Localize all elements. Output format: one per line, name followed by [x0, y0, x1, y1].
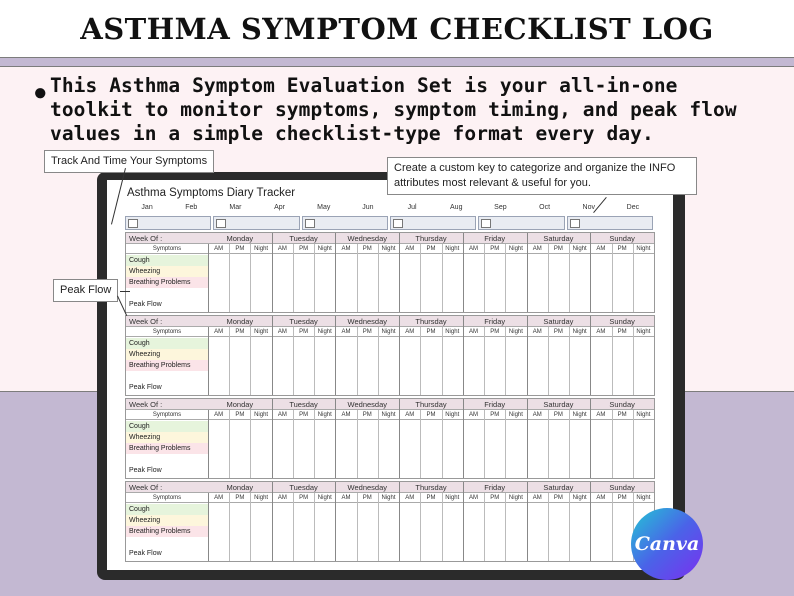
time-label: Night	[445, 494, 460, 501]
symptom-row-label: Cough	[126, 255, 208, 266]
time-label: Night	[508, 494, 523, 501]
canva-logo	[631, 508, 703, 580]
month-labels	[125, 204, 655, 214]
grid-line	[548, 244, 549, 312]
day-label: Thursday	[415, 400, 447, 409]
time-label: PM	[362, 494, 372, 501]
symptom-row-label: Cough	[126, 421, 208, 432]
month-label: Jun	[362, 204, 374, 211]
symptom-row-label: Peak Flow	[126, 465, 208, 476]
month-label: Jan	[141, 204, 153, 211]
grid-line	[505, 244, 506, 312]
grid-line	[229, 244, 230, 312]
month-checkbox[interactable]	[305, 219, 315, 228]
grid-line	[484, 327, 485, 395]
symptom-row-label	[126, 288, 208, 299]
grid-line	[612, 327, 613, 395]
month-pair-box	[125, 216, 211, 230]
grid-line	[442, 244, 443, 312]
time-label: Night	[636, 245, 651, 252]
grid-line	[612, 410, 613, 478]
time-label: PM	[235, 245, 245, 252]
grid-line	[463, 399, 464, 478]
grid-line	[378, 493, 379, 561]
day-label: Saturday	[543, 317, 574, 326]
day-label: Tuesday	[289, 400, 318, 409]
grid-line	[378, 327, 379, 395]
grid-line	[548, 493, 549, 561]
grid-line	[314, 244, 315, 312]
month-checkbox-row	[125, 216, 655, 230]
week-of-label: Week Of :	[129, 483, 163, 492]
month-checkbox[interactable]	[216, 219, 226, 228]
time-label: AM	[277, 245, 287, 252]
time-label: PM	[362, 245, 372, 252]
grid-line	[357, 493, 358, 561]
month-label: Jul	[407, 204, 417, 211]
time-label: Night	[572, 411, 587, 418]
week-table	[125, 398, 655, 479]
month-pair-box	[213, 216, 299, 230]
grid-line	[399, 233, 400, 312]
symptom-row-label: Wheezing	[126, 515, 208, 526]
time-label: AM	[532, 245, 542, 252]
week-of-label: Week Of :	[129, 234, 163, 243]
grid-line	[527, 316, 528, 395]
day-label: Wednesday	[347, 234, 388, 243]
time-label: PM	[235, 328, 245, 335]
day-label: Friday	[484, 483, 506, 492]
time-label: Night	[254, 411, 269, 418]
time-label: Night	[636, 411, 651, 418]
time-label: AM	[277, 328, 287, 335]
grid-line	[229, 327, 230, 395]
time-label: AM	[468, 245, 478, 252]
day-label: Wednesday	[347, 483, 388, 492]
symptom-row-label: Wheezing	[126, 432, 208, 443]
time-label: AM	[277, 411, 287, 418]
day-label: Monday	[226, 234, 254, 243]
time-label: AM	[596, 411, 606, 418]
day-label: Friday	[484, 234, 506, 243]
time-label: AM	[468, 411, 478, 418]
day-label: Monday	[226, 483, 254, 492]
grid-line	[548, 327, 549, 395]
week-table	[125, 232, 655, 313]
grid-line	[357, 244, 358, 312]
grid-line	[463, 482, 464, 561]
time-label: Night	[572, 494, 587, 501]
time-label: AM	[596, 245, 606, 252]
time-label: Night	[317, 245, 332, 252]
callout-key: Create a custom key to categorize and organize the INFO attributes most relevant & useful for you.	[387, 157, 697, 195]
week-header-row	[126, 399, 654, 410]
time-label: AM	[596, 494, 606, 501]
day-label: Wednesday	[347, 400, 388, 409]
intro-text: This Asthma Symptom Evaluation Set is your all-in-one toolkit to monitor symptoms, symptom timing, and peak flow values in a simple checklist-type format every day.	[50, 74, 737, 145]
time-label: Night	[254, 494, 269, 501]
grid-line	[505, 493, 506, 561]
grid-line	[250, 493, 251, 561]
time-label: PM	[426, 411, 436, 418]
time-label: Night	[572, 245, 587, 252]
grid-line	[420, 244, 421, 312]
grid-line	[590, 316, 591, 395]
month-checkbox[interactable]	[481, 219, 491, 228]
time-label: PM	[426, 494, 436, 501]
day-label: Sunday	[609, 483, 635, 492]
time-label: Night	[445, 328, 460, 335]
month-label: Apr	[274, 204, 286, 211]
time-label: PM	[490, 411, 500, 418]
grid-line	[208, 410, 209, 478]
time-label: PM	[299, 245, 309, 252]
time-label: AM	[532, 494, 542, 501]
day-label: Monday	[226, 400, 254, 409]
time-label: Night	[508, 245, 523, 252]
time-label: AM	[341, 411, 351, 418]
time-header-row	[126, 244, 654, 254]
grid-line	[484, 410, 485, 478]
time-label: AM	[468, 494, 478, 501]
leader-line	[120, 291, 130, 292]
time-label: PM	[362, 328, 372, 335]
month-label: May	[317, 204, 331, 211]
grid-line	[569, 327, 570, 395]
time-label: PM	[299, 494, 309, 501]
grid-line	[420, 410, 421, 478]
month-label: Sep	[494, 204, 507, 211]
grid-line	[250, 327, 251, 395]
week-header-row	[126, 233, 654, 244]
time-label: PM	[426, 245, 436, 252]
time-label: PM	[235, 494, 245, 501]
grid-line	[399, 482, 400, 561]
symptom-row-label: Peak Flow	[126, 382, 208, 393]
time-label: Night	[508, 328, 523, 335]
grid-line	[569, 493, 570, 561]
day-label: Wednesday	[347, 317, 388, 326]
time-label: Night	[381, 245, 396, 252]
symptoms-header: Symptoms	[152, 494, 182, 501]
grid-line	[590, 233, 591, 312]
day-label: Thursday	[415, 317, 447, 326]
time-label: Night	[445, 411, 460, 418]
symptoms-header: Symptoms	[152, 328, 182, 335]
title-band	[0, 0, 794, 58]
time-label: AM	[532, 411, 542, 418]
week-of-label: Week Of :	[129, 400, 163, 409]
time-label: AM	[405, 328, 415, 335]
month-label: Feb	[185, 204, 198, 211]
time-label: PM	[299, 328, 309, 335]
grid-line	[569, 410, 570, 478]
time-label: AM	[214, 245, 224, 252]
time-label: Night	[381, 494, 396, 501]
grid-line	[527, 482, 528, 561]
symptom-row-label: Wheezing	[126, 349, 208, 360]
grid-line	[293, 244, 294, 312]
time-label: PM	[617, 494, 627, 501]
time-label: AM	[341, 328, 351, 335]
week-table	[125, 481, 655, 562]
time-label: Night	[572, 328, 587, 335]
grid-line	[314, 493, 315, 561]
grid-line	[314, 410, 315, 478]
day-label: Tuesday	[289, 317, 318, 326]
time-label: Night	[636, 328, 651, 335]
grid-line	[442, 410, 443, 478]
grid-line	[633, 327, 634, 395]
callout-peak-flow: Peak Flow	[53, 279, 118, 302]
time-label: AM	[214, 494, 224, 501]
week-of-label: Week Of :	[129, 317, 163, 326]
month-checkbox[interactable]	[393, 219, 403, 228]
symptom-row-label	[126, 371, 208, 382]
time-label: AM	[596, 328, 606, 335]
canva-logo-text: Canva	[634, 533, 700, 555]
day-label: Tuesday	[289, 234, 318, 243]
time-label: Night	[381, 328, 396, 335]
time-label: Night	[445, 245, 460, 252]
grid-line	[633, 244, 634, 312]
grid-line	[399, 399, 400, 478]
month-label: Mar	[229, 204, 242, 211]
time-label: AM	[341, 494, 351, 501]
grid-line	[229, 493, 230, 561]
grid-line	[208, 244, 209, 312]
grid-line	[250, 410, 251, 478]
grid-line	[335, 316, 336, 395]
callout-track: Track And Time Your Symptoms	[44, 150, 214, 173]
time-label: PM	[235, 411, 245, 418]
grid-line	[505, 327, 506, 395]
symptom-row-label: Breathing Problems	[126, 277, 208, 288]
grid-line	[208, 327, 209, 395]
time-label: Night	[254, 245, 269, 252]
day-label: Sunday	[609, 400, 635, 409]
time-header-row	[126, 493, 654, 503]
symptoms-header: Symptoms	[152, 245, 182, 252]
time-label: PM	[426, 328, 436, 335]
time-label: AM	[532, 328, 542, 335]
divider-strip	[0, 58, 794, 66]
grid-line	[335, 399, 336, 478]
day-label: Saturday	[543, 483, 574, 492]
week-table	[125, 315, 655, 396]
time-label: Night	[317, 494, 332, 501]
time-label: PM	[299, 411, 309, 418]
grid-line	[505, 410, 506, 478]
day-label: Monday	[226, 317, 254, 326]
grid-line	[378, 244, 379, 312]
grid-line	[272, 233, 273, 312]
month-label: Oct	[539, 204, 551, 211]
grid-line	[314, 327, 315, 395]
month-checkbox[interactable]	[570, 219, 580, 228]
time-label: AM	[341, 245, 351, 252]
month-label: Nov	[582, 204, 595, 211]
week-header-row	[126, 482, 654, 493]
symptom-row-label: Breathing Problems	[126, 526, 208, 537]
time-label: PM	[553, 245, 563, 252]
day-label: Sunday	[609, 234, 635, 243]
symptom-row-label: Breathing Problems	[126, 443, 208, 454]
time-label: Night	[636, 494, 651, 501]
grid-line	[420, 327, 421, 395]
day-label: Thursday	[415, 483, 447, 492]
symptom-row-label	[126, 454, 208, 465]
symptom-row-label	[126, 537, 208, 548]
grid-line	[335, 482, 336, 561]
month-pair-box	[478, 216, 564, 230]
grid-line	[357, 327, 358, 395]
symptoms-header: Symptoms	[152, 411, 182, 418]
grid-line	[527, 399, 528, 478]
grid-line	[293, 327, 294, 395]
grid-line	[590, 399, 591, 478]
grid-line	[378, 410, 379, 478]
grid-line	[229, 410, 230, 478]
symptom-row-label: Peak Flow	[126, 548, 208, 559]
grid-line	[293, 493, 294, 561]
grid-line	[612, 244, 613, 312]
time-label: PM	[490, 494, 500, 501]
month-checkbox[interactable]	[128, 219, 138, 228]
page-title: ASTHMA SYMPTOM CHECKLIST LOG	[80, 11, 714, 46]
time-label: PM	[490, 245, 500, 252]
bullet-icon: ●	[33, 79, 48, 106]
symptom-row-label: Breathing Problems	[126, 360, 208, 371]
grid-line	[250, 244, 251, 312]
grid-line	[612, 493, 613, 561]
time-label: PM	[362, 411, 372, 418]
symptom-row-label: Cough	[126, 338, 208, 349]
day-label: Friday	[484, 317, 506, 326]
time-label: AM	[405, 245, 415, 252]
grid-line	[569, 244, 570, 312]
day-label: Friday	[484, 400, 506, 409]
grid-line	[208, 493, 209, 561]
time-header-row	[126, 327, 654, 337]
time-label: AM	[468, 328, 478, 335]
symptom-row-label: Wheezing	[126, 266, 208, 277]
week-header-row	[126, 316, 654, 327]
time-label: PM	[553, 494, 563, 501]
time-label: Night	[508, 411, 523, 418]
grid-line	[442, 327, 443, 395]
time-label: PM	[617, 245, 627, 252]
day-label: Saturday	[543, 234, 574, 243]
time-label: PM	[617, 411, 627, 418]
tracker-sheet	[107, 180, 673, 570]
grid-line	[357, 410, 358, 478]
grid-line	[272, 482, 273, 561]
grid-line	[484, 493, 485, 561]
grid-line	[527, 233, 528, 312]
time-label: AM	[277, 494, 287, 501]
time-label: PM	[553, 328, 563, 335]
grid-line	[399, 316, 400, 395]
time-header-row	[126, 410, 654, 420]
time-label: Night	[254, 328, 269, 335]
grid-line	[633, 410, 634, 478]
month-label: Dec	[626, 204, 640, 211]
grid-line	[272, 316, 273, 395]
time-label: AM	[405, 411, 415, 418]
time-label: Night	[381, 411, 396, 418]
day-label: Thursday	[415, 234, 447, 243]
grid-line	[463, 316, 464, 395]
grid-line	[590, 482, 591, 561]
month-pair-box	[302, 216, 388, 230]
month-pair-box	[390, 216, 476, 230]
time-label: PM	[553, 411, 563, 418]
tracker-title: Asthma Symptoms Diary Tracker	[127, 187, 296, 199]
time-label: AM	[214, 328, 224, 335]
time-label: AM	[405, 494, 415, 501]
time-label: AM	[214, 411, 224, 418]
time-label: Night	[317, 328, 332, 335]
day-label: Saturday	[543, 400, 574, 409]
grid-line	[484, 244, 485, 312]
grid-line	[272, 399, 273, 478]
time-label: Night	[317, 411, 332, 418]
time-label: PM	[490, 328, 500, 335]
symptom-row-label: Cough	[126, 504, 208, 515]
symptom-row-label: Peak Flow	[126, 299, 208, 310]
month-pair-box	[567, 216, 653, 230]
day-label: Tuesday	[289, 483, 318, 492]
grid-line	[420, 493, 421, 561]
grid-line	[463, 233, 464, 312]
grid-line	[548, 410, 549, 478]
grid-line	[442, 493, 443, 561]
time-label: PM	[617, 328, 627, 335]
day-label: Sunday	[609, 317, 635, 326]
month-label: Aug	[450, 204, 463, 211]
grid-line	[293, 410, 294, 478]
grid-line	[335, 233, 336, 312]
